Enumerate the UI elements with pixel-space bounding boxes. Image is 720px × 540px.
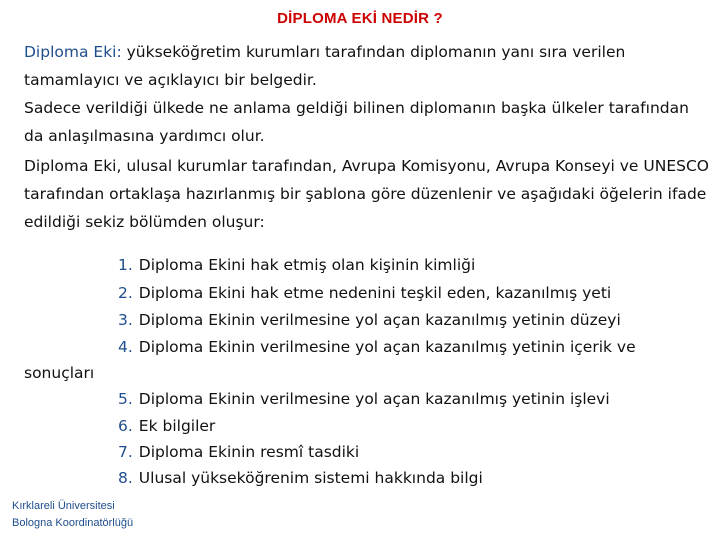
definition-label: Diploma Eki:: [24, 43, 122, 61]
list-item: [118, 390, 610, 408]
page-title: DİPLOMA EKİ NEDİR ?: [277, 10, 443, 27]
list-item-text: Diploma Ekini hak etme nedenini teşkil eden, kazanılmış yeti: [138, 284, 612, 302]
footer-institution: [12, 498, 133, 532]
list-item: [118, 417, 215, 435]
footer-university: Kırklareli Üniversitesi: [12, 500, 115, 512]
list-item-text: Diploma Ekinin verilmesine yol açan kazanılmış yetinin içerik ve: [138, 338, 636, 356]
list-item: [118, 284, 611, 302]
list-item-number: 7.: [118, 443, 133, 461]
list-item: [118, 338, 636, 356]
definition-text: yükseköğretim kurumları tarafından diplomanın yanı sıra verilen tamamlayıcı ve açıklayıcı bir belgedir.: [24, 43, 626, 89]
list-item-number: 3.: [118, 311, 133, 329]
list-item-text: Diploma Ekini hak etmiş olan kişinin kimliği: [138, 256, 476, 274]
list-item-text: Diploma Ekinin resmî tasdiki: [138, 443, 360, 461]
list-item-number: 1.: [118, 256, 133, 274]
list-item-number: 4.: [118, 338, 133, 356]
structure-paragraph: Diploma Eki, ulusal kurumlar tarafından, Avrupa Komisyonu, Avrupa Konseyi ve UNESCO tarafından ortaklaşa hazırlanmış bir şablona göre düzenlenir ve aşağıdaki öğelerin ifade edildiği sekiz bölümden oluşur:: [24, 157, 709, 231]
footer-office: Bologna Koordinatörlüğü: [12, 517, 134, 529]
list-item-text: Ek bilgiler: [138, 417, 216, 435]
list-item-number: 6.: [118, 417, 133, 435]
list-item-text: Diploma Ekinin verilmesine yol açan kazanılmış yetinin düzeyi: [138, 311, 621, 329]
list-item: [118, 443, 359, 461]
purpose-paragraph: Sadece verildiği ülkede ne anlama geldiği bilinen diplomanın başka ülkeler tarafından da anlaşılmasına yardımcı olur.: [24, 99, 689, 145]
list-item: [118, 256, 475, 274]
list-item-continuation: sonuçları: [24, 364, 95, 382]
list-item: [118, 469, 483, 487]
definition-paragraph: [24, 38, 704, 94]
list-item-text: Ulusal yükseköğrenim sistemi hakkında bilgi: [138, 469, 483, 487]
list-item-text: Diploma Ekinin verilmesine yol açan kazanılmış yetinin işlevi: [138, 390, 610, 408]
list-item-number: 5.: [118, 390, 133, 408]
list-item-number: 8.: [118, 469, 133, 487]
list-item: [118, 311, 621, 329]
list-item-number: 2.: [118, 284, 133, 302]
